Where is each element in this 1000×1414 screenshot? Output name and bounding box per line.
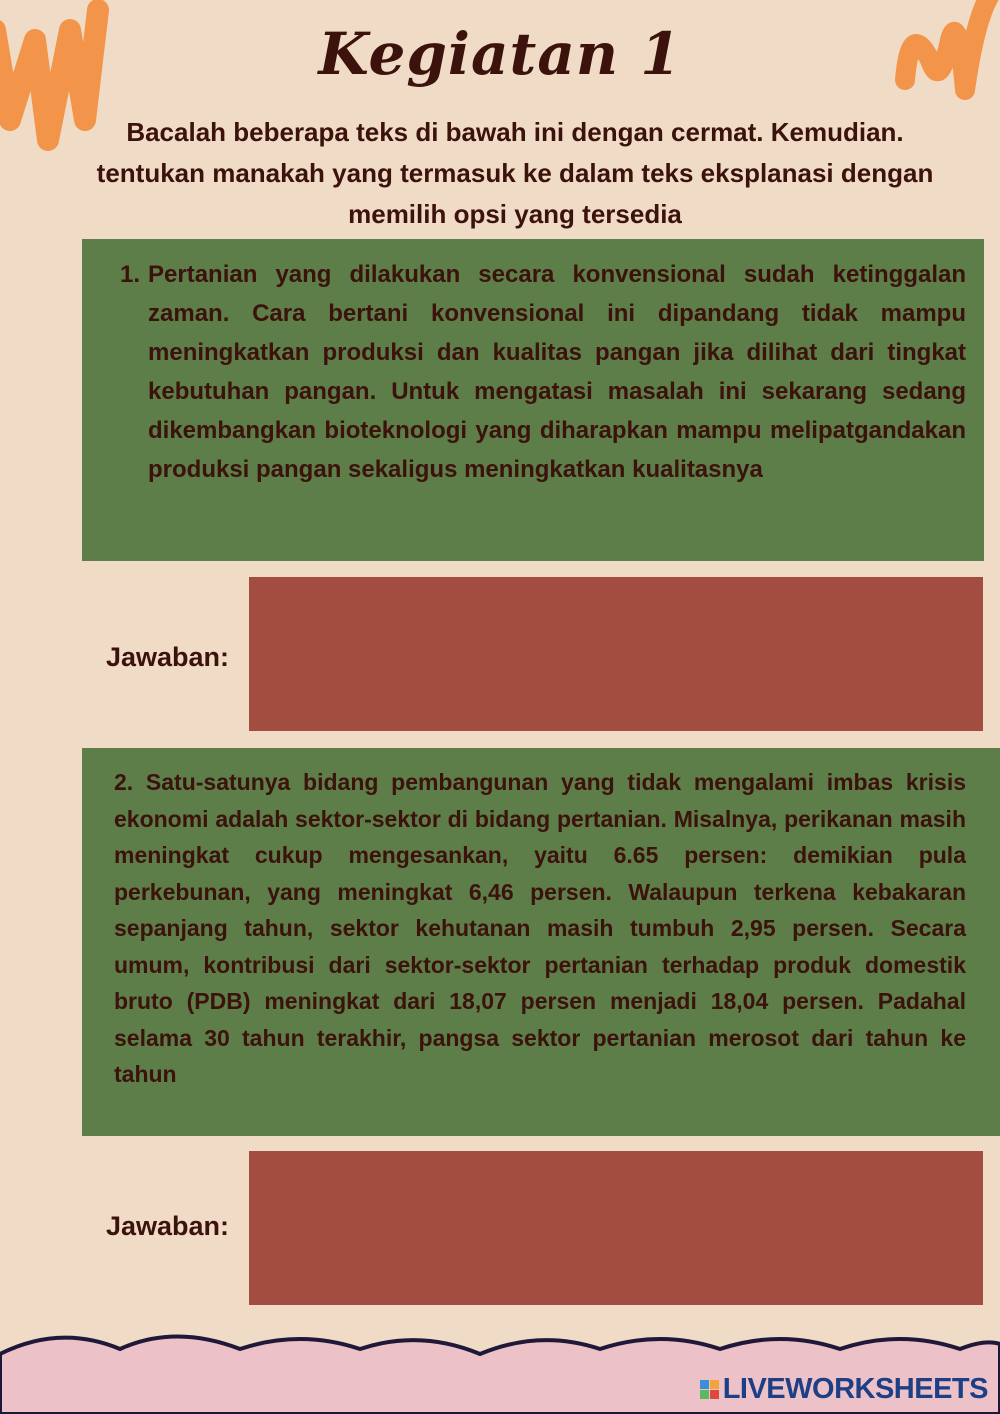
answer-1-label: Jawaban: [106, 642, 230, 672]
answer-2-dropzone[interactable] [249, 1151, 983, 1305]
answer-1-dropzone[interactable] [249, 577, 983, 731]
question-1-number: 1. [120, 261, 141, 288]
question-1-text: Pertanian yang dilakukan secara konvensional sudah ketinggalan zaman. Cara bertani konvensional ini dipandang tidak mampu meningkatkan produksi dan kualitas pangan jika dilihat dari tingkat kebutuhan pangan. Untuk mengatasi masalah ini sekarang sedang dikembangkan bioteknologi yang diharapkan mampu melipatgandakan produksi pangan sekaligus meningkatkan kualitasnya [148, 261, 966, 483]
answer-2-label: Jawaban: [106, 1211, 230, 1241]
page-title: Kegiatan 1 [318, 20, 682, 88]
brand-text: LIVEWORKSHEETS [722, 1373, 988, 1405]
liveworksheets-logo [700, 1373, 988, 1406]
question-2-text: 2. Satu-satunya bidang pembangunan yang tidak mengalami imbas krisis ekonomi adalah sektor-sektor di bidang pertanian. Misalnya, perikanan masih meningkat cukup mengesankan, yaitu 6.65 persen: demikian pula perkebunan, yang meningkat 6,46 persen. Walaupun terkena kebakaran sepanjang tahun, sektor kehutanan masih tumbuh 2,95 persen. Secara umum, kontribusi dari sektor-sektor pertanian terhadap produk domestik bruto (PDB) meningkat dari 18,07 persen menjadi 18,04 persen. Padahal selama 30 tahun terakhir, pangsa sektor pertanian merosot dari tahun ke tahun [114, 769, 966, 1087]
question-2-text-box [82, 748, 1000, 1136]
liveworksheets-icon [700, 1380, 719, 1399]
instructions-text: Bacalah beberapa teks di bawah ini dengan cermat. Kemudian. tentukan manakah yang termasuk ke dalam teks eksplanasi dengan memilih opsi yang tersedia [96, 117, 934, 229]
question-1-text-box [82, 239, 984, 561]
